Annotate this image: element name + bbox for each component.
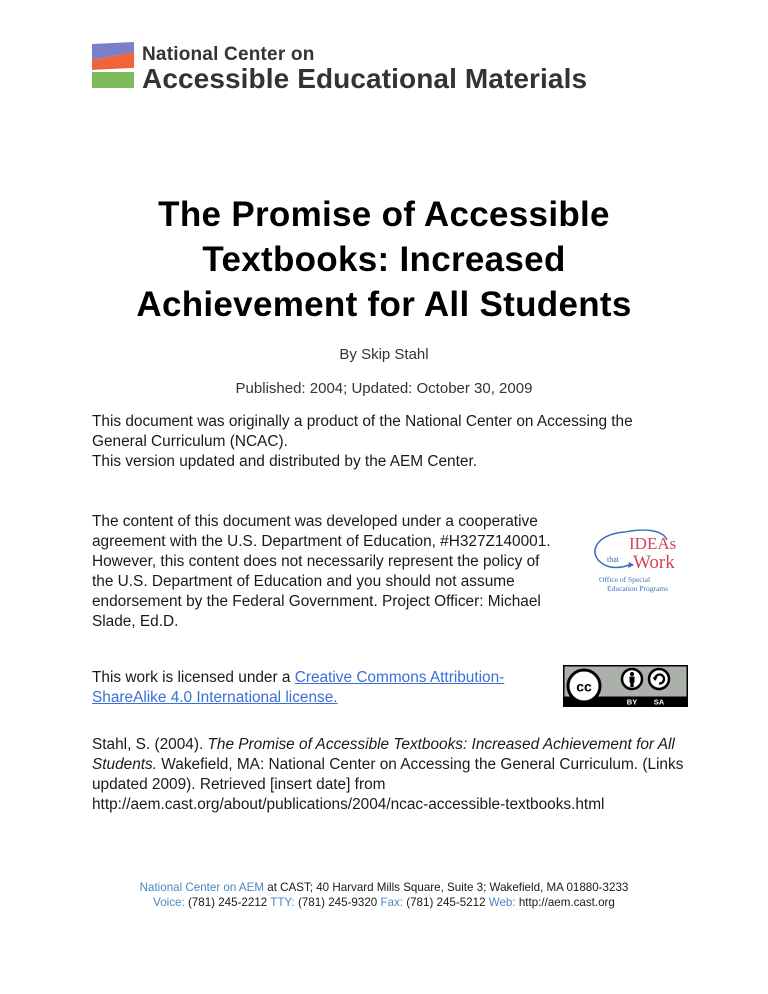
publication-date: Published: 2004; Updated: October 30, 2009 xyxy=(235,380,533,397)
logo-line1: National Center on xyxy=(142,44,315,65)
footer-fax: (781) 245-5212 xyxy=(403,896,489,909)
page-footer xyxy=(0,880,768,910)
svg-text:Office of Special: Office of Special xyxy=(599,575,651,584)
svg-text:IDEAs: IDEAs xyxy=(629,534,677,553)
title-line: Textbooks: Increased xyxy=(202,240,566,279)
title-line: The Promise of Accessible xyxy=(158,195,610,234)
citation-retrieved: updated 2009). Retrieved [insert date] from xyxy=(92,776,386,793)
origin-paragraph xyxy=(92,412,633,472)
logo-line2: Accessible Educational Materials xyxy=(142,63,588,94)
citation-author: Stahl, S. (2004). xyxy=(92,736,208,753)
svg-text:cc: cc xyxy=(576,678,592,695)
cc-by-sa-badge-icon[interactable] xyxy=(563,665,688,707)
text-line: the U.S. Department of Education and you should not assume xyxy=(92,573,515,590)
author-byline: By Skip Stahl xyxy=(339,346,429,363)
text-line: This document was originally a product of the National Center on Accessing the xyxy=(92,413,633,430)
footer-org: National Center on AEM xyxy=(139,881,265,894)
footer-tty: (781) 245-9320 xyxy=(294,896,381,909)
footer-voice: (781) 245-2212 xyxy=(184,896,271,909)
text-line: This version updated and distributed by the AEM Center. xyxy=(92,453,477,470)
license-paragraph xyxy=(92,668,504,708)
svg-text:that: that xyxy=(607,555,619,564)
footer-fax-label: Fax: xyxy=(380,896,404,909)
text-line: Slade, Ed.D. xyxy=(92,613,179,630)
text-line: General Curriculum (NCAC). xyxy=(92,433,288,450)
disclaimer-paragraph xyxy=(92,512,551,632)
ideas-that-work-logo-icon xyxy=(585,518,680,603)
citation-publisher: Wakefield, MA: National Center on Accessing the General Curriculum. (Links xyxy=(157,756,684,773)
svg-text:SA: SA xyxy=(653,697,665,707)
aem-logo xyxy=(92,42,588,94)
citation-title: The Promise of Accessible Textbooks: Increased Achievement for All xyxy=(207,736,675,753)
document-title xyxy=(0,192,768,327)
svg-text:Work: Work xyxy=(633,552,675,573)
svg-text:BY: BY xyxy=(626,697,638,707)
cc-license-link-cont[interactable]: ShareAlike 4.0 International license. xyxy=(92,689,338,706)
footer-tty-label: TTY: xyxy=(270,896,295,909)
citation-title-cont: Students. xyxy=(92,756,158,773)
text-line: However, this content does not necessarily represent the policy of xyxy=(92,553,540,570)
cc-license-link[interactable]: Creative Commons Attribution- xyxy=(294,669,505,686)
footer-address: at CAST; 40 Harvard Mills Square, Suite 3; Wakefield, MA 01880-3233 xyxy=(264,881,629,894)
aem-logo-mark-icon xyxy=(92,42,134,88)
text-line: endorsement by the Federal Government. Project Officer: Michael xyxy=(92,593,541,610)
text-line: agreement with the U.S. Department of Education, #H327Z140001. xyxy=(92,533,551,550)
footer-web-label: Web: xyxy=(488,896,516,909)
svg-text:Education Programs: Education Programs xyxy=(607,584,669,593)
citation-paragraph xyxy=(92,735,683,815)
license-prefix: This work is licensed under a xyxy=(92,669,295,686)
footer-web: http://aem.cast.org xyxy=(515,896,615,909)
text-line: The content of this document was developed under a cooperative xyxy=(92,513,538,530)
citation-url: http://aem.cast.org/about/publications/2004/ncac-accessible-textbooks.html xyxy=(92,796,605,813)
footer-voice-label: Voice: xyxy=(153,896,185,909)
title-line: Achievement for All Students xyxy=(136,285,632,324)
aem-logo-text xyxy=(142,42,587,93)
